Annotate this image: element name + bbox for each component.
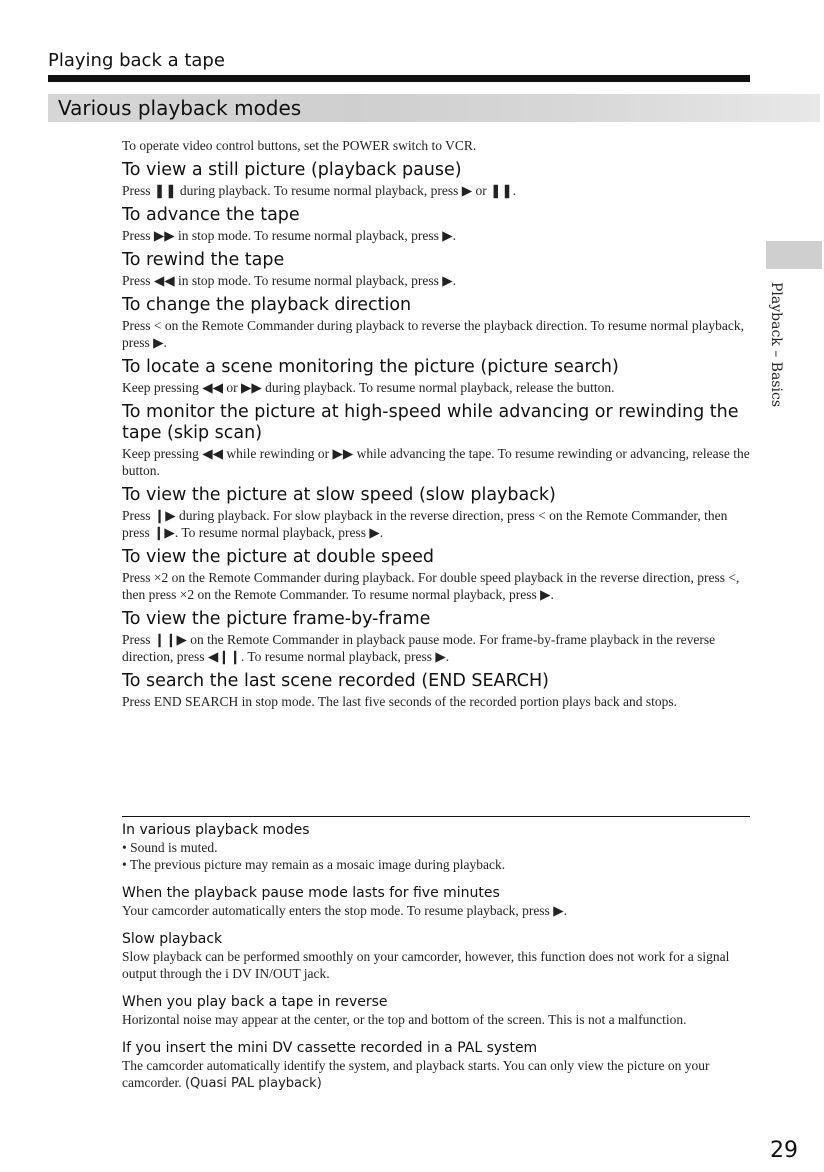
- page-number: 29: [770, 1138, 798, 1163]
- section-body: Press ❙❙▶ on the Remote Commander in playback pause mode. For frame-by-frame playback in the reverse direction, press ◀❙❙. To resume normal playback, press ▶.: [122, 632, 716, 664]
- section-item: [122, 160, 750, 199]
- note-line: • The previous picture may remain as a mosaic image during playback.: [122, 857, 506, 872]
- section-item: [122, 402, 750, 479]
- section-body: Press < on the Remote Commander during playback to reverse the playback direction. To resume normal playback, press ▶.: [122, 318, 744, 350]
- section-heading: To change the playback direction: [122, 295, 412, 315]
- note-heading: When you play back a tape in reverse: [122, 994, 388, 1010]
- section-body: Press ×2 on the Remote Commander during playback. For double speed playback in the reverse direction, press <, then press ×2 on the Remote Commander. To resume normal playback, press ▶.: [122, 570, 740, 602]
- section-item: [122, 295, 750, 351]
- note-line: Horizontal noise may appear at the center, or the top and bottom of the screen. This is not a malfunction.: [122, 1012, 687, 1027]
- sidebar-tab-label: Playback – Basics: [768, 282, 784, 408]
- note-line-text: The camcorder automatically identify the system, and playback starts. You can only view the picture on your camcorder.: [122, 1058, 710, 1090]
- section-heading: To view the picture frame-by-frame: [122, 609, 431, 629]
- notes-section: [122, 822, 750, 1104]
- page-header-title: Playing back a tape: [48, 50, 225, 71]
- section-heading: To search the last scene recorded (END SEARCH): [122, 671, 549, 691]
- section-banner-title: Various playback modes: [58, 96, 302, 120]
- section-body: Press ◀◀ in stop mode. To resume normal playback, press ▶.: [122, 273, 457, 288]
- section-item: [122, 547, 750, 603]
- note-heading: If you insert the mini DV cassette recorded in a PAL system: [122, 1040, 538, 1056]
- section-body: Press ▶▶ in stop mode. To resume normal playback, press ▶.: [122, 228, 457, 243]
- note-item: [122, 885, 750, 919]
- section-item: [122, 205, 750, 244]
- note-item: [122, 994, 750, 1028]
- section-body: Press END SEARCH in stop mode. The last five seconds of the recorded portion plays back and stops.: [122, 694, 678, 709]
- sidebar-tab-marker: [766, 241, 822, 269]
- note-item: [122, 822, 750, 873]
- section-item: [122, 485, 750, 541]
- section-heading: To locate a scene monitoring the picture (picture search): [122, 357, 619, 377]
- note-line: Your camcorder automatically enters the stop mode. To resume playback, press ▶.: [122, 903, 567, 918]
- note-line: • Sound is muted.: [122, 840, 218, 855]
- note-line: Slow playback can be performed smoothly on your camcorder, however, this function does not work for a signal output through the i DV IN/OUT jack.: [122, 949, 730, 981]
- note-line-tail: (Quasi PAL playback): [184, 1076, 322, 1091]
- note-heading: In various playback modes: [122, 822, 310, 838]
- section-item: [122, 609, 750, 665]
- section-heading: To view a still picture (playback pause): [122, 160, 462, 180]
- section-heading: To monitor the picture at high-speed while advancing or rewinding the tape (skip scan): [122, 402, 739, 443]
- note-item: [122, 1040, 750, 1092]
- note-line: [122, 1057, 750, 1092]
- note-heading: When the playback pause mode lasts for five minutes: [122, 885, 500, 901]
- section-body: Press ❙▶ during playback. For slow playback in the reverse direction, press < on the Remote Commander, then press ❙▶. To resume normal playback, press ▶.: [122, 508, 728, 540]
- section-body: Keep pressing ◀◀ while rewinding or ▶▶ while advancing the tape. To resume rewinding or advancing, release the button.: [122, 446, 750, 478]
- note-heading: Slow playback: [122, 931, 223, 947]
- section-heading: To rewind the tape: [122, 250, 285, 270]
- section-heading: To advance the tape: [122, 205, 300, 225]
- section-heading: To view the picture at slow speed (slow playback): [122, 485, 556, 505]
- note-item: [122, 931, 750, 982]
- header-rule: [48, 75, 750, 82]
- section-item: [122, 250, 750, 289]
- section-item: [122, 357, 750, 396]
- notes-divider: [122, 816, 750, 817]
- section-heading: To view the picture at double speed: [122, 547, 435, 567]
- section-body: Keep pressing ◀◀ or ▶▶ during playback. To resume normal playback, release the button.: [122, 380, 615, 395]
- intro-text: To operate video control buttons, set the POWER switch to VCR.: [122, 138, 477, 153]
- main-content: [122, 138, 750, 714]
- section-item: [122, 671, 750, 710]
- section-body: Press ❚❚ during playback. To resume normal playback, press ▶ or ❚❚.: [122, 183, 517, 198]
